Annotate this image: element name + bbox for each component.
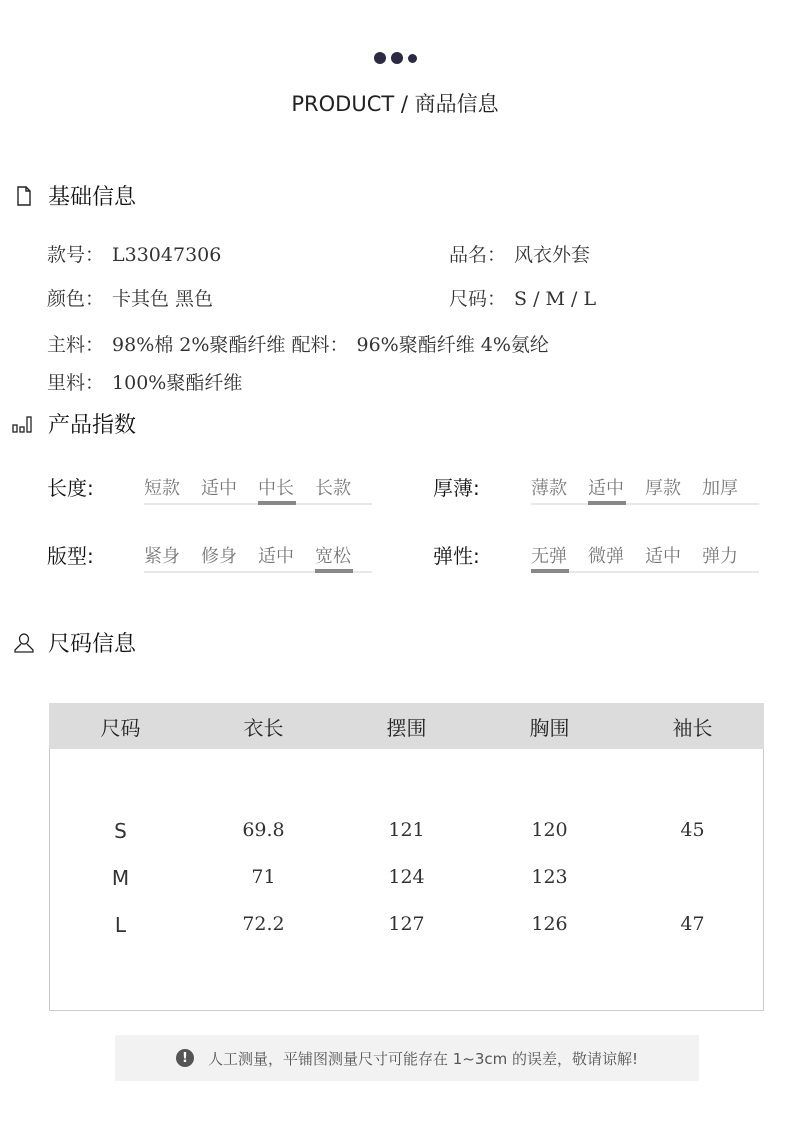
person-icon	[12, 631, 36, 655]
index-label: 弹性:	[433, 544, 480, 568]
section-heading: 产品指数	[48, 413, 137, 438]
table-cell: 126	[531, 913, 568, 935]
column-header: 摆围	[335, 703, 478, 749]
table-cell: 124	[388, 866, 425, 888]
index-option: 长款	[315, 478, 351, 499]
index-option: 适中	[201, 478, 237, 499]
table-row	[49, 913, 764, 937]
section-product-index	[12, 408, 136, 439]
index-option: 厚款	[645, 478, 681, 499]
product-name: 品名： 风衣外套	[449, 244, 591, 266]
table-cell: 121	[388, 819, 425, 841]
table-cell	[621, 866, 764, 890]
index-option: 适中	[588, 474, 645, 500]
index-option: 加厚	[702, 478, 738, 499]
product-sizes: 尺码： S / M / L	[449, 288, 597, 310]
index-label: 长度:	[47, 476, 94, 500]
index-option: 中长	[258, 474, 315, 500]
table-cell: 69.8	[242, 819, 285, 841]
index-option: 适中	[645, 546, 681, 567]
style-number: 款号： L33047306	[47, 244, 222, 266]
index-option: 薄款	[531, 478, 567, 499]
section-basic-info	[12, 180, 136, 211]
lining: 里料： 100%聚酯纤维	[47, 372, 243, 394]
table-row	[49, 819, 764, 843]
note-text: 人工测量，平铺图测量尺寸可能存在 1~3cm 的误差，敬请谅解!	[207, 1049, 639, 1068]
exclamation-icon: !	[176, 1049, 194, 1067]
index-options	[144, 542, 372, 573]
index-label: 厚薄:	[433, 476, 480, 500]
index-option: 紧身	[144, 546, 180, 567]
table-cell: 123	[531, 866, 568, 888]
more-dots-icon	[374, 52, 417, 64]
index-option: 弹力	[702, 546, 738, 567]
table-cell: 47	[680, 913, 705, 935]
table-cell: 120	[531, 819, 568, 841]
document-icon	[12, 184, 36, 208]
table-cell: 71	[251, 866, 276, 888]
column-header: 胸围	[478, 703, 621, 749]
index-option: 适中	[258, 546, 294, 567]
index-option: 微弹	[588, 546, 624, 567]
table-row	[49, 866, 764, 890]
size-table	[49, 703, 764, 749]
index-options	[531, 542, 759, 573]
measurement-note	[115, 1035, 699, 1081]
bar-chart-icon	[12, 412, 36, 436]
column-header: 袖长	[621, 703, 764, 749]
material: 主料： 98%棉 2%聚酯纤维 配料： 96%聚酯纤维 4%氨纶	[47, 334, 549, 356]
section-heading: 基础信息	[48, 185, 137, 210]
index-label: 版型:	[47, 544, 94, 568]
product-color: 颜色： 卡其色 黑色	[47, 288, 214, 310]
column-header: 衣长	[192, 703, 335, 749]
table-cell: 45	[680, 819, 705, 841]
index-option: 短款	[144, 478, 180, 499]
index-options	[144, 474, 372, 505]
index-option: 无弹	[531, 542, 588, 568]
index-options	[531, 474, 759, 505]
table-cell: L	[114, 913, 127, 937]
column-header: 尺码	[49, 703, 192, 749]
page-title: PRODUCT / 商品信息	[291, 92, 499, 116]
section-heading: 尺码信息	[48, 632, 137, 657]
table-cell: 127	[388, 913, 425, 935]
table-cell: S	[114, 819, 127, 843]
table-cell: M	[111, 866, 130, 890]
section-size-info	[12, 627, 136, 658]
index-option: 宽松	[315, 542, 372, 568]
index-option: 修身	[201, 546, 237, 567]
table-cell: 72.2	[242, 913, 285, 935]
